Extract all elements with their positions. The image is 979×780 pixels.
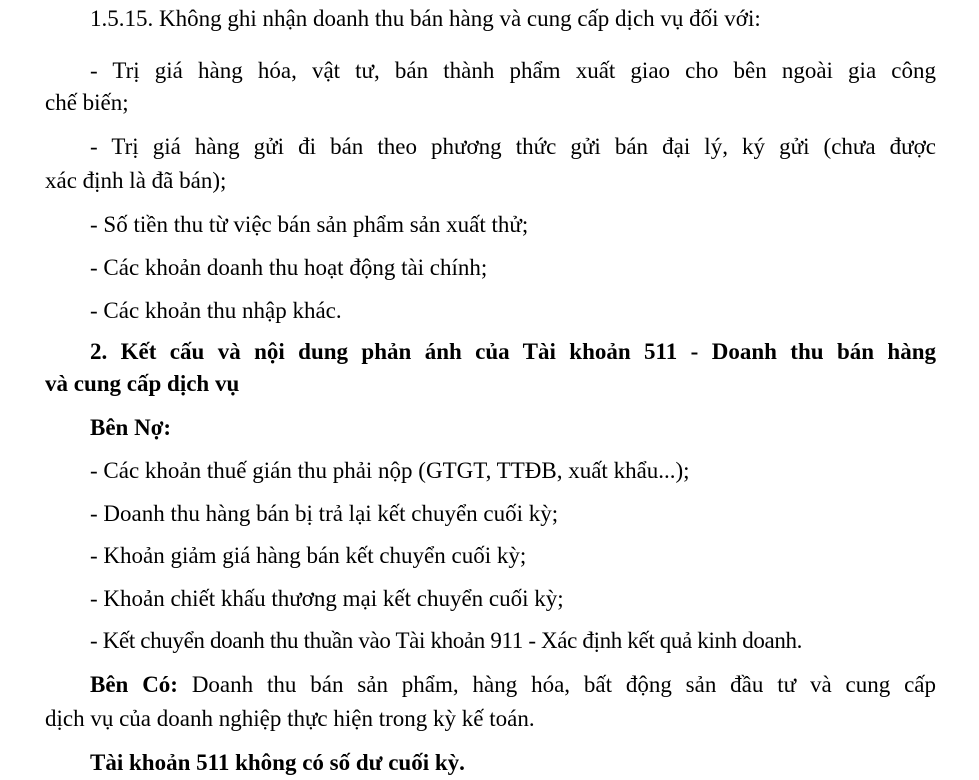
closing-note: Tài khoản 511 không có số dư cuối kỳ.: [90, 750, 465, 775]
debit-heading: Bên Nợ:: [90, 415, 172, 440]
exclusion-item-1-line-2: chế biến;: [45, 90, 129, 115]
credit-text-line-1: Doanh thu bán sản phẩm, hàng hóa, bất động sản đầu tư và cung cấp: [177, 672, 936, 697]
debit-item-1: - Các khoản thuế gián thu phải nộp (GTGT, TTĐB, xuất khẩu...);: [90, 458, 690, 483]
debit-item-5: - Kết chuyển doanh thu thuần vào Tài khoản 911 - Xác định kết quả kinh doanh.: [90, 628, 803, 653]
exclusion-item-1-line-1: - Trị giá hàng hóa, vật tư, bán thành phẩm xuất giao cho bên ngoài gia công: [90, 58, 936, 83]
section-2-title-line-2: và cung cấp dịch vụ: [45, 371, 240, 396]
exclusion-item-3: - Số tiền thu từ việc bán sản phẩm sản xuất thử;: [90, 212, 529, 237]
credit-paragraph-line-1: [90, 670, 936, 700]
exclusion-item-2-line-2: xác định là đã bán);: [45, 168, 227, 193]
exclusion-item-2-line-1: - Trị giá hàng gửi đi bán theo phương thức gửi bán đại lý, ký gửi (chưa được: [90, 134, 936, 159]
exclusion-item-5: - Các khoản thu nhập khác.: [90, 298, 342, 323]
section-1-5-15-heading: 1.5.15. Không ghi nhận doanh thu bán hàng và cung cấp dịch vụ đối với:: [90, 6, 761, 31]
exclusion-item-4: - Các khoản doanh thu hoạt động tài chính;: [90, 255, 488, 280]
section-2-title-line-1: 2. Kết cấu và nội dung phản ánh của Tài khoản 511 - Doanh thu bán hàng: [90, 339, 936, 364]
debit-item-2: - Doanh thu hàng bán bị trả lại kết chuyển cuối kỳ;: [90, 501, 559, 526]
debit-item-4: - Khoản chiết khấu thương mại kết chuyển cuối kỳ;: [90, 586, 564, 611]
debit-item-3: - Khoản giảm giá hàng bán kết chuyển cuối kỳ;: [90, 543, 527, 568]
credit-label: Bên Có:: [90, 672, 178, 697]
credit-text-line-2: dịch vụ của doanh nghiệp thực hiện trong kỳ kế toán.: [45, 706, 535, 731]
